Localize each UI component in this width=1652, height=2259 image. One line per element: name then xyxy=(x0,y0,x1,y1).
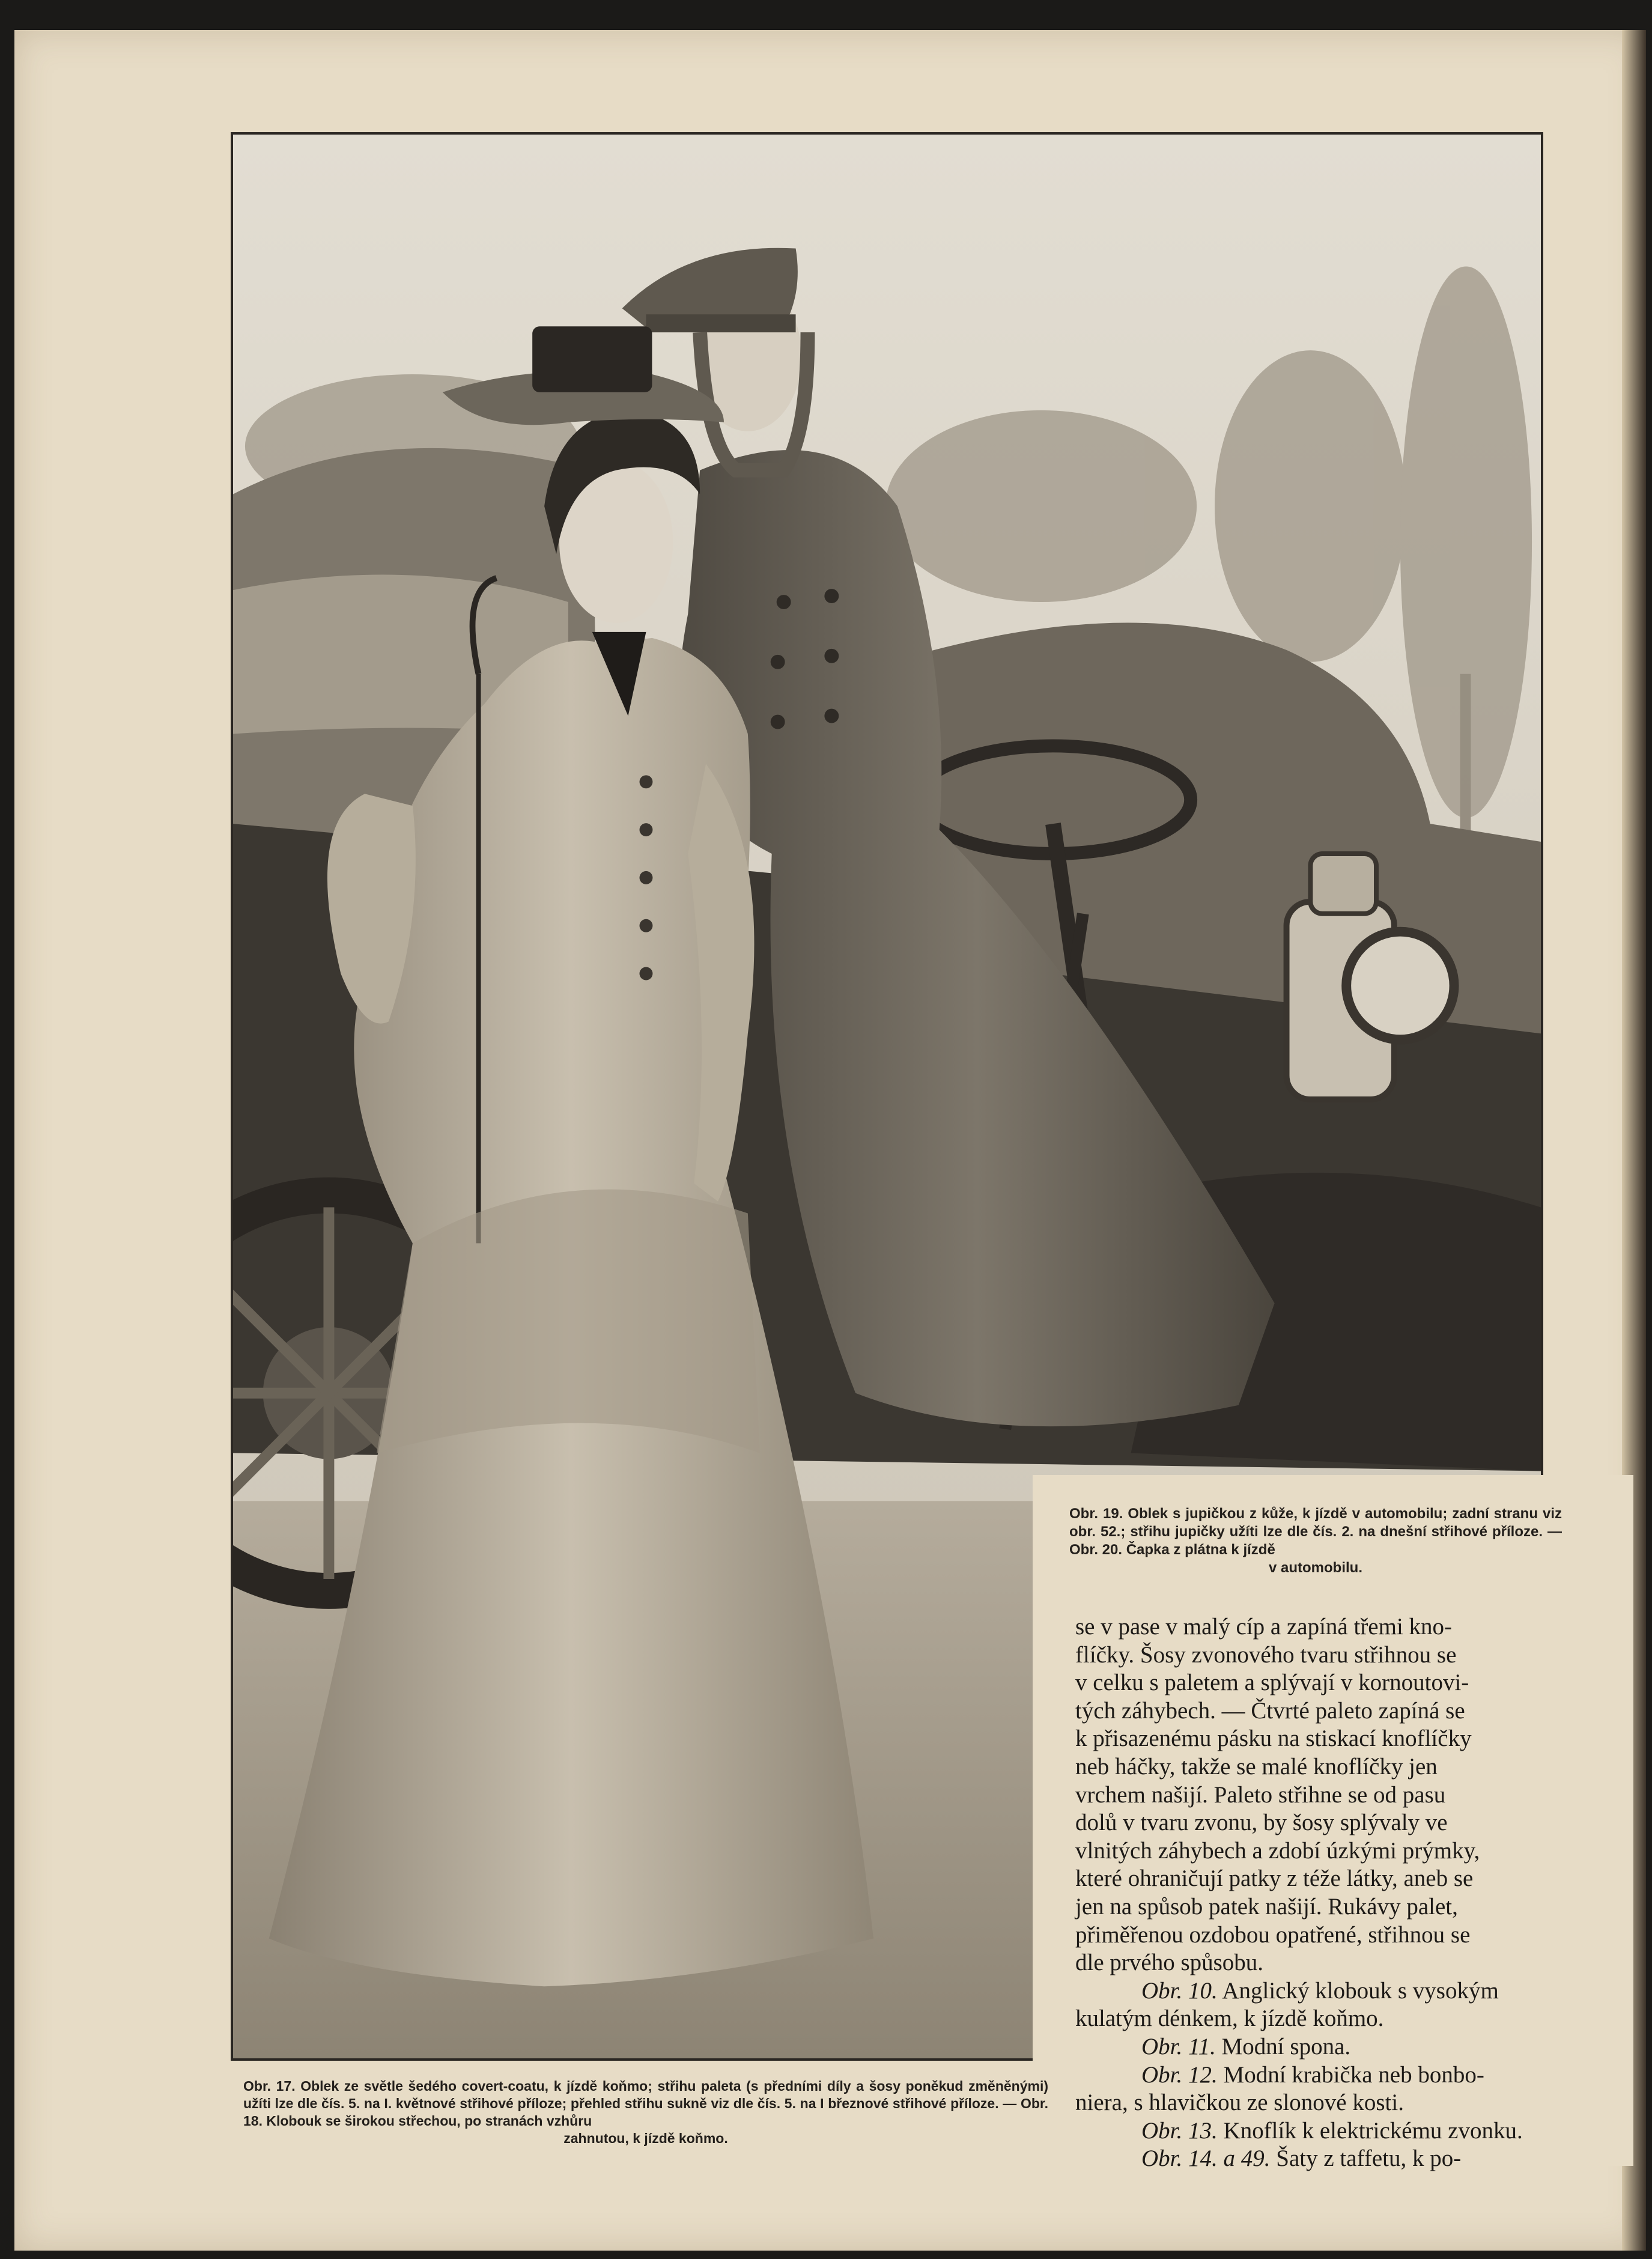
text-line: přiměřenou ozdobou opatřené, střihnou se xyxy=(1075,1921,1471,1948)
entry-text: Šaty z taffetu, k po- xyxy=(1276,2145,1462,2172)
figure-entry-obr-14-49 xyxy=(1075,2145,1561,2173)
text-line: vlnitých záhybech a zdobí úzkými prýmky, xyxy=(1075,1837,1480,1864)
entry-text: Knoflík k elektrickému zvonku. xyxy=(1223,2117,1523,2144)
caption-last-line: v automobilu. xyxy=(1269,1560,1362,1576)
entry-text: Modní krabička neb bonbo- xyxy=(1223,2061,1484,2088)
text-line: tých záhybech. — Čtvrté paleto zapíná se xyxy=(1075,1697,1465,1724)
paragraph xyxy=(1075,1613,1561,1977)
text-line: dolů v tvaru zvonu, by šosy splývaly ve xyxy=(1075,1810,1448,1836)
entry-continuation: niera, s hlavičkou ze slonové kosti. xyxy=(1075,2090,1404,2116)
text-line: k přisazenému pásku na stiskací knoflíčky xyxy=(1075,1725,1472,1752)
figure-ref: Obr. 11. xyxy=(1141,2033,1216,2060)
text-line: neb háčky, takže se malé knoflíčky jen xyxy=(1075,1753,1438,1780)
text-line: které ohraničují patky z téže látky, aneb se xyxy=(1075,1865,1474,1892)
figure-ref: Obr. 14. a 49. xyxy=(1141,2145,1271,2172)
figure-entry-obr-13 xyxy=(1075,2117,1561,2145)
figure-ref: Obr. 13. xyxy=(1141,2117,1218,2144)
figure-caption-obr-19-20 xyxy=(1069,1505,1562,1577)
text-line: v celku s paletem a splývají v kornoutovi- xyxy=(1075,1670,1469,1696)
caption-last-line: zahnutou, k jízdě koňmo. xyxy=(563,2130,728,2146)
entry-text: Anglický klobouk s vysokým xyxy=(1222,1977,1499,2004)
text-line: flíčky. Šosy zvonového tvaru střihnou se xyxy=(1075,1641,1457,1668)
caption-text: Obr. 17. Oblek ze světle šedého covert-coatu, k jízdě koňmo; střihu paleta (s předními díly a šosy poněkud změněnými) užíti lze dle čís. 5. na I. květnové střihové příloze; přehled střihu sukně viz dle čís. 5. na I březnové střihové příloze. — Obr. 18. Klobouk se širokou střechou, po stranách vzhůru xyxy=(243,2078,1048,2129)
entry-continuation: kulatým dénkem, k jízdě koňmo. xyxy=(1075,2005,1384,2032)
figure-caption-obr-17-18 xyxy=(243,2078,1048,2147)
text-line: dle prvého spůsobu. xyxy=(1075,1950,1264,1976)
figure-entry-obr-12 xyxy=(1075,2061,1561,2117)
text-line: se v pase v malý cíp a zapíná třemi kno- xyxy=(1075,1614,1453,1640)
text-line: vrchem našijí. Paleto střihne se od pasu xyxy=(1075,1781,1446,1808)
caption-text: Obr. 19. Oblek s jupičkou z kůže, k jízdě v automobilu; zadní stranu viz obr. 52.; střihu jupičky užíti lze dle čís. 2. na dnešní střihové příloze. — Obr. 20. Čapka z plátna k jízdě xyxy=(1069,1506,1562,1558)
figure-ref: Obr. 10. xyxy=(1141,1977,1218,2004)
entry-text: Modní spona. xyxy=(1221,2033,1351,2060)
figure-entry-obr-10 xyxy=(1075,1977,1561,2033)
article-body xyxy=(1075,1613,1561,2173)
figure-ref: Obr. 12. xyxy=(1141,2061,1218,2088)
figure-entry-obr-11 xyxy=(1075,2033,1561,2061)
text-line: jen na spůsob patek našijí. Rukávy palet, xyxy=(1075,1893,1458,1920)
